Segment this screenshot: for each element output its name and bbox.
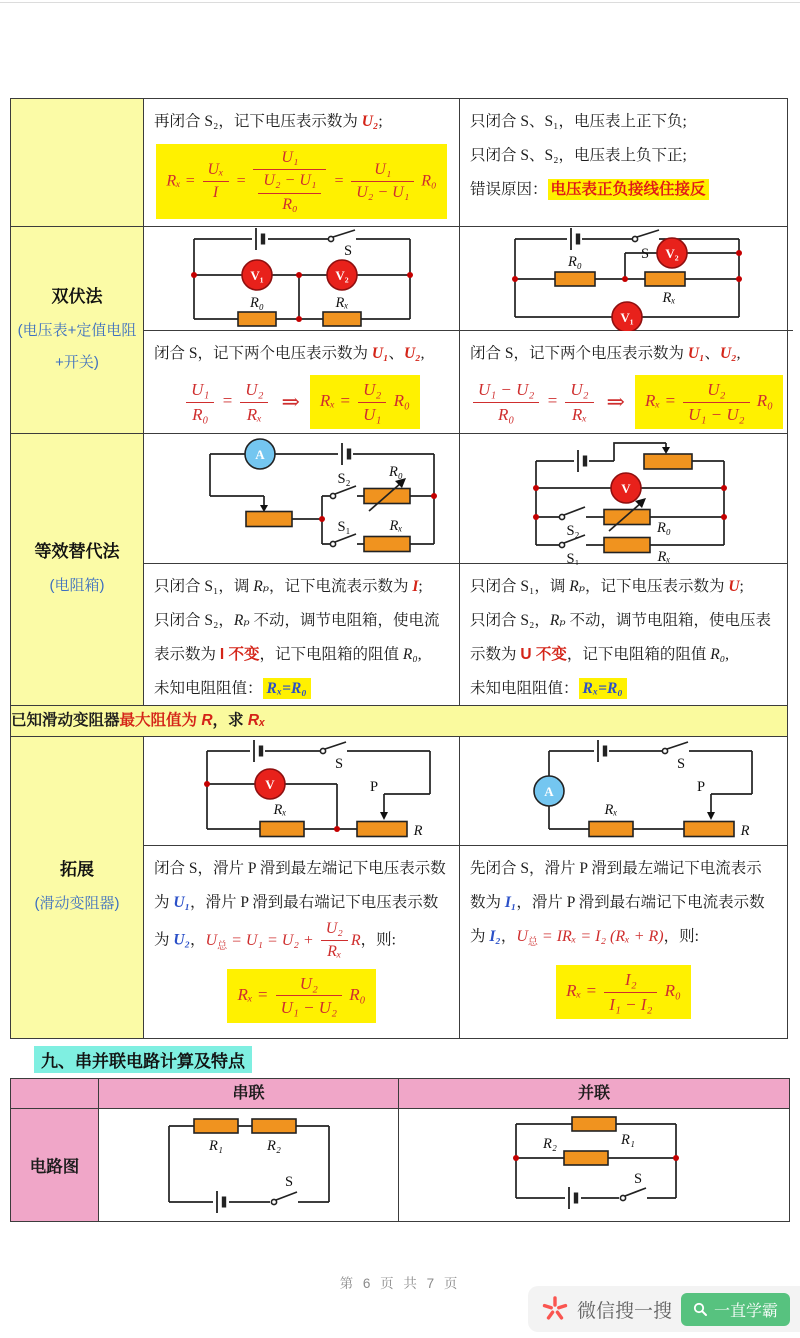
table-row-continuation xyxy=(11,99,787,226)
svg-text:Rₓ: Rₓ xyxy=(662,289,676,306)
svg-text:S₁: S₁ xyxy=(565,550,580,565)
circuit-equivalent-ammeter xyxy=(152,434,452,564)
svg-text:S: S xyxy=(676,756,685,772)
step-text: 闭合 S，滑片 P 滑到最左端记下电压表示数为 U₁，滑片 P 滑到最右端记下电压表示数为 U₂，$U_总 = U_1 = U_2$ + $\frac{\text{U₂}}{\text{Rₓ}}$ R，则: xyxy=(154,860,446,961)
page-top-divider xyxy=(0,2,800,3)
svg-text:S: S xyxy=(343,242,352,259)
watermark-account-button xyxy=(681,1293,790,1326)
svg-text:R₀: R₀ xyxy=(567,253,582,270)
wechat-search-logo-icon xyxy=(542,1296,568,1322)
search-icon xyxy=(693,1302,708,1317)
series-parallel-table xyxy=(10,1078,790,1222)
formula-block: $\frac{\text{U₁ − U₂}}{\text{R₀}}$ = $\frac{\text{U₂}}{\text{Rₓ}}$ ⇒ Rₓ = $\frac{\text{U₂}}{\text{U₁ − U₂}}$ R₀ xyxy=(470,375,783,429)
svg-text:R₀: R₀ xyxy=(249,294,264,311)
method-title: 等效替代法 xyxy=(34,542,120,562)
formula-block xyxy=(154,969,449,1023)
svg-text:V: V xyxy=(264,777,275,792)
circuit-dual-voltmeter-alt xyxy=(477,227,777,331)
implies-arrow-icon: ⇒ xyxy=(281,389,300,415)
method-subtitle: (电压表+定值电阻+开关) xyxy=(17,322,137,371)
circuit-parallel xyxy=(444,1110,744,1220)
circuit-dual-voltmeter-series xyxy=(152,227,452,331)
known-condition-banner: 已知滑动变阻器最大阻值为 R，求 Rₓ xyxy=(11,705,787,736)
error-analysis-cell xyxy=(460,99,787,226)
svg-text:P: P xyxy=(369,779,378,795)
step-text: 先闭合 S，滑片 P 滑到最左端记下电流表示数为 I₁，滑片 P 滑到最右端记下电流表示数为 I₂，$U_总 = IR_x = I_2$ (Rₓ + R)，则: xyxy=(470,860,765,948)
section-header: 九、串并联电路计算及特点 xyxy=(34,1046,252,1073)
row-label-cell: 电路图 xyxy=(11,1109,99,1221)
watermark-badge xyxy=(528,1286,800,1332)
svg-text:Rₓ: Rₓ xyxy=(657,548,670,565)
method-column-voltmeter xyxy=(460,434,787,705)
formula-block xyxy=(154,144,449,219)
step-text: 闭合 S，记下两个电压表示数为 U₁、U₂, xyxy=(154,345,425,362)
step-text: 只闭合 S₂，Rₚ 不动，调节电阻箱，使电压表示数为 U 不变，记下电阻箱的阻值 R₀, xyxy=(470,612,771,663)
step-text: 只闭合 S₁，调 Rₚ，记下电压表示数为 U; xyxy=(470,578,744,595)
svg-text:Rₓ: Rₓ xyxy=(389,517,402,534)
extension-column-voltmeter xyxy=(144,737,460,1038)
svg-text:A: A xyxy=(254,446,265,462)
extension-column-ammeter xyxy=(460,737,787,1038)
svg-text:S₁: S₁ xyxy=(336,518,351,535)
svg-text:V₂: V₂ xyxy=(664,245,679,261)
step-text: 闭合 S，记下两个电压表示数为 U₁、U₂, xyxy=(470,345,741,362)
circuit-equivalent-voltmeter xyxy=(474,433,774,565)
table-row-equivalent-substitution xyxy=(11,433,787,705)
header-cell-empty xyxy=(11,1079,99,1108)
svg-text:S: S xyxy=(640,245,649,262)
svg-text:V₁: V₁ xyxy=(249,267,264,283)
result-text: 未知电阻阻值： Rₓ=R₀ xyxy=(470,672,777,706)
highlighted-formula: Rₓ = $\frac{\text{Uₓ}}{I}$ = $\frac{\text{U₁}}{\frac{\text{U₂ − U₁}}{\text{R₀}}}$ = $\frac{\text{U₁}}{\text{U₂ − U₁}}$ R₀ xyxy=(156,144,446,219)
svg-text:S: S xyxy=(334,756,343,772)
svg-text:R: R xyxy=(413,823,422,839)
circuit-series xyxy=(99,1110,398,1220)
circuit-extension-ammeter xyxy=(474,739,774,843)
svg-text:Rₓ: Rₓ xyxy=(335,294,348,311)
svg-text:R₀: R₀ xyxy=(656,519,671,536)
header-cell-parallel: 并联 xyxy=(577,1085,610,1102)
svg-text:V₁: V₁ xyxy=(619,309,634,325)
table-row-extension xyxy=(11,736,787,1038)
method-steps-cell xyxy=(144,99,460,226)
parallel-circuit-cell xyxy=(399,1109,789,1221)
method-label-cell xyxy=(11,434,144,705)
method-subtitle: (电阻箱) xyxy=(49,577,105,595)
watermark-brand-text: 微信搜一搜 xyxy=(576,1300,672,1322)
method-column-ammeter xyxy=(144,434,460,705)
svg-text:S₂: S₂ xyxy=(336,470,351,487)
circuit-diagram-row xyxy=(11,1109,789,1221)
method-column-series xyxy=(144,227,460,433)
method-column-alt xyxy=(460,227,793,433)
error-reason-text: 错误原因： 电压表正负接线住接反 xyxy=(470,173,777,207)
svg-text:R₀: R₀ xyxy=(388,463,403,480)
svg-text:V: V xyxy=(620,480,631,496)
svg-text:Rₓ: Rₓ xyxy=(604,802,617,818)
svg-text:S: S xyxy=(633,1171,643,1187)
svg-text:S: S xyxy=(284,1174,294,1190)
svg-text:V₂: V₂ xyxy=(334,267,349,283)
table-header-row xyxy=(11,1079,789,1109)
highlighted-formula: Rₓ = $\frac{\text{U₂}}{\text{U₁ − U₂}}$ R₀ xyxy=(635,375,783,429)
series-circuit-cell xyxy=(99,1109,399,1221)
method-title: 双伏法 xyxy=(51,287,103,306)
method-subtitle: (滑动变阻器) xyxy=(34,895,120,913)
method-label-cell-empty xyxy=(11,99,144,226)
watermark-account-name: 一直学霸 xyxy=(713,1302,778,1320)
step-text: 只闭合 S、S₂，电压表上负下正; xyxy=(470,147,687,164)
step-text: 只闭合 S₁，调 Rₚ，记下电流表示数为 I; xyxy=(154,578,423,595)
svg-text:R: R xyxy=(740,823,749,839)
method-title: 拓展 xyxy=(60,860,94,880)
svg-text:R₁: R₁ xyxy=(209,1138,223,1154)
formula-block xyxy=(470,965,777,1019)
svg-text:R₁: R₁ xyxy=(621,1132,635,1148)
result-text: 未知电阻阻值： Rₓ=R₀ xyxy=(154,672,449,706)
highlighted-formula: Rₓ = $\frac{\text{U₂}}{\text{U₁}}$ R₀ xyxy=(310,375,420,429)
table-row-dual-voltmeter xyxy=(11,226,787,433)
svg-text:P: P xyxy=(696,779,705,795)
method-label-cell xyxy=(11,737,144,1038)
step-text: 只闭合 S、S₁，电压表上正下负; xyxy=(470,113,687,130)
highlighted-formula: Rₓ = $\frac{\text{U₂}}{\text{U₁ − U₂}}$ R₀ xyxy=(227,969,375,1023)
step-text: 只闭合 S₂，Rₚ 不动，调节电阻箱，使电流表示数为 I 不变，记下电阻箱的阻值 R₀, xyxy=(154,612,440,663)
svg-text:R₂: R₂ xyxy=(267,1138,281,1154)
step-text: 再闭合 S₂，记下电压表示数为 U₂; xyxy=(154,113,383,130)
header-cell-series: 串联 xyxy=(99,1079,399,1108)
method-label-cell xyxy=(11,227,144,433)
circuit-extension-voltmeter xyxy=(152,739,452,843)
resistance-measurement-table xyxy=(10,98,788,1039)
implies-arrow-icon: ⇒ xyxy=(606,389,625,415)
svg-text:S₂: S₂ xyxy=(565,522,580,539)
svg-text:Rₓ: Rₓ xyxy=(273,802,286,818)
page-number: 第 6 页 共 7 页 xyxy=(339,1276,461,1291)
svg-text:R₂: R₂ xyxy=(543,1136,557,1152)
highlighted-formula: Rₓ = $\frac{\text{I₂}}{\text{I₁ − I₂}}$ R₀ xyxy=(556,965,691,1019)
formula-block: $\frac{\text{U₁}}{\text{R₀}}$ = $\frac{\text{U₂}}{\text{Rₓ}}$ ⇒ Rₓ = $\frac{\text{U₂}}{\text{U₁}}$ R₀ xyxy=(154,375,449,429)
svg-text:A: A xyxy=(543,784,554,799)
